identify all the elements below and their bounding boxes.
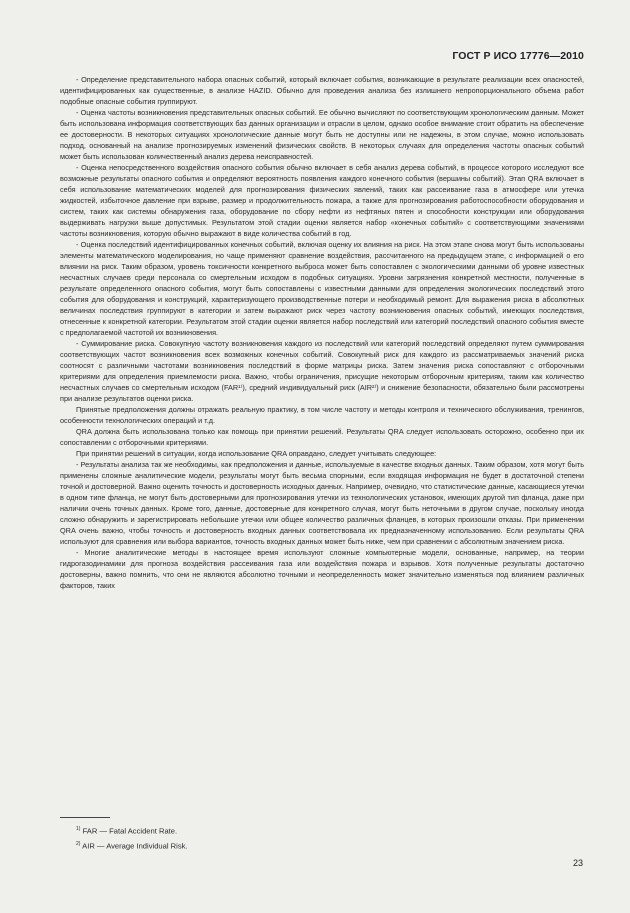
paragraph-input-data-quality: - Результаты анализа так же необходимы, как предположения и данные, используемые в качестве входных данных. Таким образом, хотя могут быть применены сложные аналитические модели, результаты могут быть весьма спорными, если входящая информация не будет в достаточной степени точной и достоверной. Важно оценить точность и достоверность исходных данных. Например, очевидно, что статистические данные, касающиеся утечки в одном типе фланца, не могут быть достоверными для прогнозирования утечки из технологических установок, имеющих другой тип фланца, даже при наличии очень точных данных. Кроме того, данные, достоверные для конкретного случая, могут быть неточными в другом случае, поскольку иногда сложно обнаружить и зарегистрировать небольшие утечки или общее количество различных фланцев, в которых произошли отказы. При применении QRA очень важно, чтобы точность и достоверность входных данных соответствовала их предназначенному использованию. Если результаты QRA используют для сравнения или выбора вариантов, точность входных данных может быть ниже, чем при сравнении с абсолютным значением риска. xyxy=(60,460,584,546)
paragraph-risk-summation: - Суммирование риска. Совокупную частоту возникновения каждого из последствий или категорий последствий определяют путем суммирования соответствующих частот возникновения всех возможных конечных событий. Совокупный риск для каждого из рассматриваемых значений риска соотносят с различными частотами возникновения последствий в форме матрицы риска. Затем значения риска сопоставляют с отборочными критериями для определения приемлемости риска. Важно, чтобы ограничения, присущие некоторым отборочным критериям, таким как количество несчастных случаев со смертельным исходом (FAR¹⁾), средний индивидуальный риск (AIR²⁾) и снижение безопасности, обязательно были рассмотрены при анализе результатов оценки риска. xyxy=(60,339,584,403)
paragraph-decision-considerations: При принятии решений в ситуации, когда использование QRA оправдано, следует учитывать следующее: xyxy=(76,449,437,458)
body-text xyxy=(60,74,584,591)
footnote-item xyxy=(76,838,188,853)
footnote-divider xyxy=(60,817,110,818)
paragraph-frequency-estimation: - Оценка частоты возникновения представительных опасных событий. Ее обычно вычисляют по соответствующим хронологическим данным. Может быть использована информация соответствующих баз данных организации и отрасли в целом, однако особое внимание стоит обратить на обеспечение ее достоверности. В некоторых ситуациях хронологические данные могут быть не доступны или не надежны, в этом случае, можно использовать подход, основанный на анализе прогнозируемых изменений физических свойств. В некоторых случаях для определения частоты опасных событий может быть использован количественный анализ дерева неисправностей. xyxy=(60,108,584,161)
footnote-mark: 2) xyxy=(76,840,81,847)
paragraph-analytical-methods: - Многие аналитические методы в настоящее время используют сложные компьютерные модели, основанные, например, на теории гидрогазодинамики для прогноза воздействия рассеивания газа или воздействия пожара и взрывов. Хотя полученные результаты достаточно достоверны, важно помнить, что они не являются абсолютно точными и неопределенность может значительно изменяться под влиянием различных факторов, таких xyxy=(60,548,584,590)
page-number: 23 xyxy=(572,858,583,868)
footnote-text: FAR — Fatal Accident Rate. xyxy=(82,826,178,836)
paragraph-consequence-assessment: - Оценка последствий идентифицированных конечных событий, включая оценку их влияния на риск. На этом этапе снова могут быть использованы элементы математического моделирования, но чаще применяют сравнение воздействия, рассчитанного на предыдущем этапе, с информацией о его влиянии на риск. Таким образом, уровень токсичности конкретного выброса может быть сопоставлен с экологическими данными об уровне известных несчастных случаев среди персонала со смертельным исходом в подобных ситуациях. Уровни загрязнения конкретной местности, полученные в результате определенного опасного события, могут быть сопоставлены с известными данными для определения экологических последствий этого события для оборудования и конструкций, характеризующего производственные потери и необходимый ремонт. Для выражения риска в абсолютных величинах последствия группируют в категории и затем выражают риск через частоту возникновения опасных событий, имеющих последствия, отнесенные к конкретной категории. Результатом этой стадии оценки является набор последствий или категорий последствий опасного события вместе с предполагаемой частотой их возникновения. xyxy=(60,240,584,337)
paragraph-qra-decision-aid: QRA должна быть использована только как помощь при принятии решений. Результаты QRA следует использовать осторожно, особенно при их сопоставлении с отборочными критериями. xyxy=(60,427,584,447)
paragraph-assumptions: Принятые предположения должны отражать реальную практику, в том числе частоту и методы контроля и технического обслуживания, тренингов, особенности технологических операций и т.д. xyxy=(60,405,584,425)
paragraph-direct-impact: - Оценка непосредственного воздействия опасного события обычно включает в себя анализ дерева событий, в процессе которого исследуют все возможные результаты опасного события и определяют вероятность появления каждого конечного события (вершины событий). Этап QRA включает в себя использование математических моделей для прогнозирования физических явлений, таких как рассеивание газа в атмосфере или утечка жидкостей, избыточное давление при взрыве, размер и продолжительность пожара, а также для прогнозирования работоспособности оборудования и систем, таких как системы обнаружения газа, оборудование по сбору нефти из нефтяных пятен и способности конструкции или оборудования выдерживать нагрузки выше допустимых. Результатом этой стадии оценки является набор «конечных событий» с соответствующими значениями частоты возникновения, которую обычно выражают в виде количества событий в год. xyxy=(60,163,584,238)
footnotes xyxy=(76,823,188,852)
footnote-item xyxy=(76,823,188,838)
footnote-mark: 1) xyxy=(76,826,81,832)
footnote-text: AIR — Average Individual Risk. xyxy=(82,841,188,851)
standard-header: ГОСТ Р ИСО 17776—2010 xyxy=(452,50,584,62)
paragraph-hazard-events: - Определение представительного набора опасных событий, который включает события, возникающие в результате реализации всех опасностей, идентифицированных как существенные, в анализе HAZID. Обычно для проведения анализа без излишнего непропорционального объема работ подобные опасные события группируют. xyxy=(60,75,584,106)
